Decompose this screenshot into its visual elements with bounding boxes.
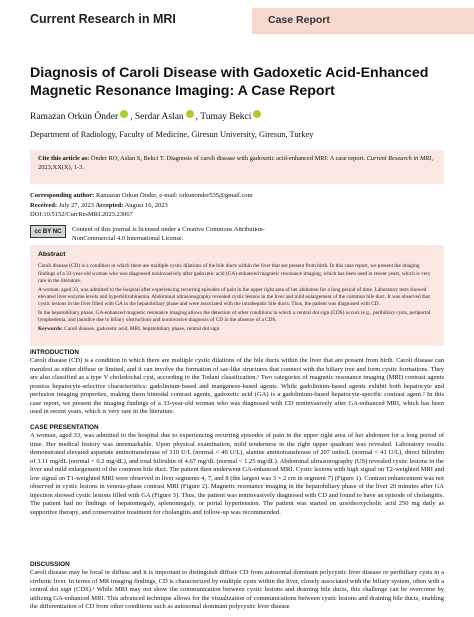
journal-name: Current Research in MRI (30, 12, 176, 26)
accepted-label: Accepted: (95, 201, 124, 209)
received-label: Received: (30, 201, 58, 209)
received-date: July 27, 2023 (57, 201, 96, 209)
abstract-paragraph: Caroli disease (CD) is a condition in which there are multiple cystic dilations of the bile ducts within the liver that are present from birth. In this case report, we present the imaging findings of a 33-year-old woman who was diagnosed noninvasively after gadoxetic acid (GA)-enhanced magnetic resonance imaging, which has been used in recent years, which is very rare in the literature. (38, 263, 431, 285)
author-2: , Serdar Aslan (130, 112, 184, 122)
section-title-case: CASE PRESENTATION (30, 424, 99, 431)
orcid-icon[interactable] (253, 110, 261, 118)
section-body-introduction: Caroli disease (CD) is a condition in which there are multiple cystic dilations of the bile ducts within the liver that are present from birth. Caroli disease can manifest as either diffuse or limited, and it can involve the formation of sac-like structures that connect with the biliary tree and form cystic formations. They are also classified as a type V choledochal cyst, according to the Todani classification.¹ Two categories of magnetic resonance imaging (MRI) contrast agents possess hepatocyte-selective characteristics: gadolinium-based and manganese-based agents. While gadolinium-based agents exhibit both hepatocyte and perfusion imaging properties, making them bimodal contrast agents, gadoxetic acid (GA) is a gadolinium-based hepatocyte-specific contrast agent.² In this case report, we present the imaging findings of a 33-year-old woman who was diagnosed with CD noninvasively after GA-enhanced MRI, which has been used in recent years, which is very rare in the literature. (30, 357, 444, 415)
author-list (30, 112, 263, 122)
article-title: Diagnosis of Caroli Disease with Gadoxetic Acid-Enhanced Magnetic Resonance Imaging: A Case Report (30, 65, 429, 99)
author-1: Ramazan Orkun Önder (30, 112, 119, 122)
orcid-icon[interactable] (120, 110, 128, 118)
citation-tail: , 2023;XX(X), 1-3. (38, 155, 433, 171)
license-block (30, 225, 272, 243)
orcid-icon[interactable] (186, 110, 194, 118)
abstract-box (30, 245, 444, 346)
section-title-introduction: INTRODUCTION (30, 349, 79, 356)
correspondence-block (30, 191, 450, 220)
doi[interactable]: DOI:10.5152/CurrResMRI.2023.23067 (30, 211, 133, 218)
abstract-heading: Abstract (38, 251, 66, 258)
citation-text: Önder RO, Aslan S, Bekci T. Diagnosis of caroli disease with gadoxetic acid-enhanced MRI: A case report. (89, 155, 367, 162)
corresponding-label: Corresponding author: (30, 192, 95, 199)
section-title-discussion: DISCUSSION (30, 561, 70, 568)
license-text: Content of this journal is licensed under a Creative Commons Attribution-NonCommercial 4.0 International License. (72, 226, 265, 242)
article-type-label: Case Report (268, 14, 330, 26)
affiliation: Department of Radiology, Faculty of Medicine, Giresun University, Giresun, Turkey (30, 130, 314, 139)
keywords: Caroli disease, gadoxetic acid, MRI, hepatobiliary phase, central dot sign (62, 325, 220, 332)
keywords-label: Keywords: (38, 325, 63, 332)
creative-commons-icon[interactable]: cc BY NC (30, 225, 66, 238)
page-header (0, 0, 474, 44)
abstract-paragraph: A woman, aged 33, was admitted to the hospital after experiencing recurring episodes of pain in the upper right area of her abdomen for a long period of time. Laboratory tests showed elevated liver enzyme levels and hyperbilirubinemia. Abdominal ultrasonography revealed cystic lesions in the liver and mild enlargement of the common bile duct. It was observed that cystic lesions in the liver filled with GA in the hepatobiliary phase and were associated with the intrahepatic bile ducts. Thus, the patient was diagnosed with CD. (38, 286, 430, 308)
author-3: , Tumay Bekci (195, 112, 252, 122)
section-body-case: A woman, aged 33, was admitted to the hospital due to experiencing recurring episodes of pain in the upper right area of her abdomen for a long period of time. Her medical history was unremarkable. Upon physical examination, mild tenderness in the right upper quadrant was revealed. Laboratory results demonstrated elevated aspartate aminotransferase of 310 U/L (normal < 40 U/L), alanine aminotransferase of 207 units/L (normal < 41 U/L), direct bilirubin of 3.11 mg/dL (normal < 0.2 mg/dL), and total bilirubin of 4.67 mg/dL (normal < 1.25 mg/dL). Abdominal ultrasonography (US) revealed cystic lesions in the liver and mild enlargement of the common bile duct. The patient then underwent GA-enhanced MRI. Cystic lesions with high signal on T2-weighted MRI and low signal on T1-weighted MRI were observed in liver segments 4, 7, and 8 (the largest was 3 × 2 cm in segment 7) (Figure 1). Contrast enhancement was not observed in cystic lesions in venous-phase contrast MRI (Figure 2). Magnetic resonance imaging in the hepatobiliary phase of the liver 20 minutes after GA injection showed cystic lesions filled with GA (Figure 3). Thus, the patient was noninvasively diagnosed with CD and found to have an episode of cholangitis. The patient had no findings of hepatomegaly, splenomegaly, or portal hypertension. The patient was started on ursodeoxycholic acid 250 mg daily as supportive therapy, and conservative treatment for cholangitis and follow-up was recommended. (30, 432, 444, 516)
citation-box (30, 150, 444, 184)
abstract-paragraph: In the hepatobiliary phase, GA-enhanced magnetic resonance imaging allows the detection of other conditions in which a central dot sign (CDS) occurs (e.g., peribiliary cysts, periportal lymphedema, and jaundice due to biliary obstruction) and noninvasive diagnosis of CD in the absence of a CDS. (38, 309, 431, 324)
accepted-date: August 16, 2023 (123, 201, 168, 209)
corresponding-text: Ramazan Orkun Önder, e-mail: orkunonder535@gmail.com (94, 192, 253, 199)
article-type-tab (252, 8, 474, 34)
citation-label: Cite this article as: (38, 155, 90, 162)
section-body-discussion: Caroli disease may be focal or diffuse and it is important to distinguish diffuse CD from autosomal dominant polycystic liver disease or peribiliary cysts in a cirrhotic liver. In terms of MR imaging findings, CD is characterized by multiple cysts within the liver, closely associated with the biliary system, often with a central dot sign (CDS).¹ While MRI may not show the communication between cystic lesions and draining bile ducts, this challenge can be overcome by utilizing GA-enhanced MRI. This advanced technique allows for the visualization of communications between cystic lesions and draining bile ducts, enabling the differentiation of CD from other conditions such as autosomal dominant polycystic liver disease (30, 569, 444, 610)
citation-journal: Current Research in MRI (366, 155, 432, 162)
